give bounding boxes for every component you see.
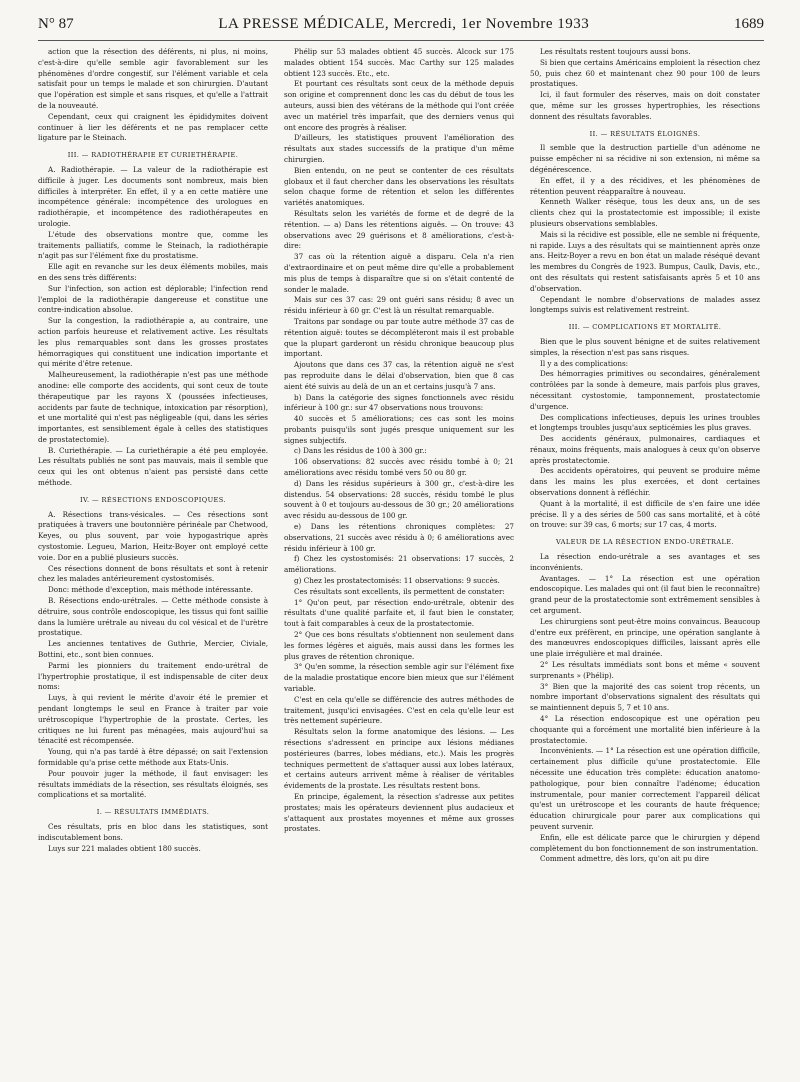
- paragraph: Sur la congestion, la radiothérapie a, au contraire, une action parfois heureuse et relativement active. Les résultats les plus remarquables sont dans les grosses prostates hémorragiques qui constituent une indication importante et qui mérite d'être retenue.: [38, 316, 268, 369]
- paragraph: Sur l'infection, son action est déplorable; l'infection rend l'emploi de la radiothérapie dangereuse et constitue une contre-indication absolue.: [38, 283, 268, 315]
- paragraph: Quant à la mortalité, il est difficile de s'en faire une idée précise. Il y a des séries de 500 cas sans mortalité, et à côté on trouve: sur 39 cas, 6 morts; sur 17 cas, 4 morts.: [530, 498, 760, 530]
- text-columns: [38, 47, 764, 1077]
- paragraph: 4° La résection endoscopique est une opération peu choquante qui a forcément une mortalité bien inférieure à la prostatectomie.: [530, 714, 760, 745]
- paragraph: B. Curiethérapie. — La curiethérapie a été peu employée. Les résultats publiés ne sont pas mauvais, mais il semble que ceux qui les ont obtenus n'aient pas persisté dans cette méthode.: [38, 445, 268, 488]
- section-heading: IV. — RÉSECTIONS ENDOSCOPIQUES.: [80, 495, 226, 504]
- paragraph: f) Chez les cystostomisés: 21 observations: 17 succès, 2 améliorations.: [284, 554, 514, 575]
- paragraph: 2° Que ces bons résultats s'obtiennent non seulement dans les formes légères et aiguës, mais aussi dans les formes les plus graves de rétention chronique.: [284, 630, 514, 661]
- paragraph: En effet, il y a des récidives, et les phénomènes de rétention peuvent réapparaître à nouveau.: [530, 175, 760, 196]
- paragraph: e) Dans les rétentions chroniques complètes: 27 observations, 21 succès avec résidu à 0; 6 améliorations avec résidu inférieur à 100 gr.: [284, 522, 514, 553]
- paragraph: Phélip sur 53 malades obtient 45 succès. Alcock sur 175 malades obtient 154 succès. Mac Carthy sur 125 malades obtient 123 succès. Etc., etc.: [284, 47, 514, 78]
- paragraph: C'est en cela qu'elle se différencie des autres méthodes de traitement, jusqu'ici envisagées. C'est en cela qu'elle leur est très nettement supérieure.: [284, 694, 514, 726]
- paragraph: A. Radiothérapie. — La valeur de la radiothérapie est difficile à juger. Les documents sont nombreux, mais bien difficiles à interpréter. En effet, il y a en cette matière une incompétence générale: incompétence des urologues en radiothérapie, et incompétence des radiothérapeutes en urologie.: [38, 164, 268, 228]
- paragraph: 3° Bien que la majorité des cas soient trop récents, un nombre important d'observations signalent des résultats qui se maintiennent depuis 5, 7 et 10 ans.: [530, 681, 760, 713]
- paragraph: 37 cas où la rétention aiguë a disparu. Cela n'a rien d'extraordinaire et on peut même dire qu'elle a probablement mis plus de temps à disparaître que si on s'était contenté de sonder le malade.: [284, 252, 514, 294]
- paragraph: Mais sur ces 37 cas: 29 ont guéri sans résidu; 8 avec un résidu inférieur à 60 gr. C'est là un résultat remarquable.: [284, 295, 514, 316]
- paragraph: Ces résultats, pris en bloc dans les statistiques, sont indiscutablement bons.: [38, 821, 268, 842]
- paragraph: Il semble que la destruction partielle d'un adénome ne puisse empêcher ni sa récidive ni son extension, ni même sa dégénérescence.: [530, 143, 760, 174]
- paragraph: 2° Les résultats immédiats sont bons et même « souvent surprenants » (Phélip).: [530, 660, 760, 680]
- paragraph: Et pourtant ces résultats sont ceux de la méthode depuis son origine et comprennent donc les cas du début de tous les auteurs, aussi bien des vétérans de la méthode qui l'ont créée avec un matériel très imparfait, que des derniers venus qui ont encore des progrès à réaliser.: [284, 79, 514, 132]
- paragraph: Malheureusement, la radiothérapie n'est pas une méthode anodine: elle comporte des accidents, qui sont ceux de toute thérapeutique par les rayons X (poussées infectieuses, accidents par faute de technique, intoxication par résorption), et une mortalité qui n'est pas négligeable (qui, dans les séries importantes, est sensiblement égale à celles des statistiques de prostatectomie).: [38, 370, 268, 444]
- issue-number: N° 87: [38, 16, 74, 32]
- section-heading: VALEUR DE LA RÉSECTION ENDO-URÉTRALE.: [555, 538, 735, 547]
- paragraph: Mais si la récidive est possible, elle ne semble ni fréquente, ni rapide. Luys a des résultats qui se maintiennent après onze ans. Heitz-Boyer a revu en bon état un malade réséqué devant les membres du Congrès de 1923. Bumpus, Caulk, Davis, etc., ont des résultats qui restent satisfaisants après 5 et 10 ans d'observation.: [530, 229, 760, 293]
- paragraph: Traitons par sondage ou par toute autre méthode 37 cas de rétention aiguë: toutes se décompléteront mais il est probable que la plupart garderont un résidu chronique beaucoup plus important.: [284, 316, 514, 359]
- paragraph: Cependant le nombre d'observations de malades assez longtemps suivis est relativement restreint.: [530, 294, 760, 315]
- paragraph: 1° Qu'on peut, par résection endo-urétrale, obtenir des résultats d'une qualité parfaite et, il faut bien le constater, tout à fait comparables à ceux de la prostatectomie.: [284, 597, 514, 629]
- paragraph: Résultats selon la forme anatomique des lésions. — Les résections s'adressent en principe aux lésions médianes postérieures (barres, lobes médians, etc.). Mais les progrès techniques permettent de s'attaquer aussi aux lobes latéraux, et certains auteurs arrivent même à réaliser de véritables évidements de la prostate. Les résultats restent bons.: [284, 727, 514, 791]
- paragraph: Ces résections donnent de bons résultats et sont à retenir chez les malades antérieurement cystostomisés.: [38, 563, 268, 584]
- paragraph: Résultats selon les variétés de forme et de degré de la rétention. — a) Dans les rétentions aiguës. — On trouve: 43 observations avec 29 guérisons et 8 améliorations, c'est-à-dire:: [284, 208, 514, 251]
- paragraph: c) Dans les résidus de 100 à 300 gr.:: [294, 446, 427, 456]
- paragraph: Il y a des complications:: [540, 358, 629, 368]
- column-right: [530, 47, 760, 1077]
- paragraph: Ici, il faut formuler des réserves, mais on doit constater que, même sur les grosses hypertrophies, les résections donnent des résultats favorables.: [530, 90, 760, 121]
- paragraph: Inconvénients. — 1° La résection est une opération difficile, certainement plus difficile qu'une prostatectomie. Elle nécessite une éducation très complète: éducation anatomo-pathologique, pour bien connaître l'adénome; éducation instrumentale, pour manier correctement l'appareil délicat qu'est un urétroscope et les courants de haute fréquence; éducation chirurgicale pour parer aux complications qui peuvent survenir.: [530, 746, 760, 831]
- paragraph: B. Résections endo-urétrales. — Cette méthode consiste à détruire, sous contrôle endoscopique, les tissus qui font saillie dans la lumière urétrale au niveau du col vésical et de l'urètre prostatique.: [38, 596, 268, 638]
- section-heading: I. — RÉSULTATS IMMÉDIATS.: [96, 808, 210, 817]
- paragraph: D'ailleurs, les statistiques prouvent l'amélioration des résultats aux stades successifs de la pratique d'un même chirurgien.: [284, 133, 514, 164]
- column-middle: [284, 47, 514, 1077]
- paragraph: Des accidents généraux, pulmonaires, cardiaques et rénaux, moins fréquents, mais analogues à ceux qu'on observe après prostatectomie.: [530, 434, 760, 465]
- paragraph: Des hémorragies primitives ou secondaires, généralement contrôlées par la sonde à demeure, mais parfois plus graves, nécessitant cystostomie, tamponnement, prostatectomie d'urgence.: [530, 369, 760, 411]
- paragraph: Les chirurgiens sont peut-être moins convaincus. Beaucoup d'entre eux préfèrent, en principe, une opération sanglante à des manœuvres endoscopiques difficiles, laissant après elle une plaie irrégulière et mal drainée.: [530, 616, 760, 659]
- paragraph: Pour pouvoir juger la méthode, il faut envisager: les résultats immédiats de la résection, ses résultats éloignés, ses complications et sa mortalité.: [38, 768, 268, 800]
- paragraph: Cependant, ceux qui craignent les épididymites doivent continuer à lier les déférents et ne pas remplacer cette ligature par le Steinach.: [38, 111, 268, 143]
- paragraph: Luys, à qui revient le mérite d'avoir été le premier et pendant longtemps le seul en France à traiter par voie urétroscopique l'hypertrophie de la prostate. Certes, les critiques ne lui furent pas ménagées, mais aujourd'hui sa ténacité est récompensée.: [38, 693, 268, 746]
- paragraph: g) Chez les prostatectomisés: 11 observations: 9 succès.: [294, 576, 500, 586]
- paragraph: Elle agit en revanche sur les deux éléments mobiles, mais en des sens très différents:: [38, 262, 268, 282]
- page-header: [38, 16, 764, 41]
- paragraph: A. Résections trans-vésicales. — Ces résections sont pratiquées à travers une boutonnière périnéale par Chetwood, Keyes, ou plus souvent, par voie hypogastrique après cystostomie. Legueu, Marion, Heitz-Boyer ont employé cette voie. Dor en a publié plusieurs succès.: [38, 509, 268, 562]
- paragraph: L'étude des observations montre que, comme les traitements palliatifs, comme le Steinach, la radiothérapie n'agit pas sur l'élément fixe du prostatisme.: [38, 229, 268, 261]
- paragraph: 106 observations: 82 succès avec résidu tombé à 0; 21 améliorations avec résidu tombé vers 50 ou 80 gr.: [284, 457, 514, 478]
- paragraph: Des accidents opératoires, qui peuvent se produire même dans les mains les plus exercées, et dont certaines observations donnent à réfléchir.: [530, 466, 760, 498]
- paragraph: En principe, également, la résection s'adresse aux petites prostates; mais les opérateurs deviennent plus audacieux et s'attaquent aux prostates moyennes et même aux grosses prostates.: [284, 791, 514, 834]
- paragraph: Bien que le plus souvent bénigne et de suites relativement simples, la résection n'est pas sans risques.: [530, 336, 760, 357]
- paragraph: Enfin, elle est délicate parce que le chirurgien y dépend complètement du bon fonctionnement de son instrumentation.: [530, 832, 760, 853]
- section-heading: III. — COMPLICATIONS ET MORTALITÉ.: [568, 323, 722, 332]
- paragraph: Young, qui n'a pas tardé à être dépassé; on sait l'extension formidable qu'a prise cette méthode aux Etats-Unis.: [38, 747, 268, 767]
- paragraph: La résection endo-urétrale a ses avantages et ses inconvénients.: [530, 552, 760, 572]
- paragraph: b) Dans la catégorie des signes fonctionnels avec résidu inférieur à 100 gr.: sur 47 observations nous trouvons:: [284, 392, 514, 413]
- paragraph: d) Dans les résidus supérieurs à 300 gr., c'est-à-dire les distendus. 54 observations: 28 succès, résidu tombé le plus souvent à 0 et toujours au-dessous de 30 gr.; 20 améliorations avec résidu au-dessous de 100 gr.: [284, 478, 514, 521]
- paragraph: 3° Qu'en somme, la résection semble agir sur l'élément fixe de la maladie prostatique encore bien mieux que sur l'élément variable.: [284, 662, 514, 694]
- paragraph: action que la résection des déférents, ni plus, ni moins, c'est-à-dire qu'elle semble agir favorablement sur les phénomènes d'ordre congestif, sur l'élément variable et cela satisfait pour un temps le malade et son chirurgien. D'autant que l'opération est simple et sans risques, et qu'elle a l'attrait de la nouveauté.: [38, 47, 268, 110]
- paragraph: Les résultats restent toujours aussi bons.: [540, 47, 691, 56]
- section-heading: II. — RÉSULTATS ÉLOIGNÉS.: [589, 129, 701, 138]
- paragraph: Donc: méthode d'exception, mais méthode intéressante.: [48, 585, 253, 595]
- paragraph: Des complications infectieuses, depuis les urines troubles et longtemps troubles jusqu'aux septicémies les plus graves.: [530, 412, 760, 433]
- column-left: [38, 47, 268, 1077]
- paragraph: Si bien que certains Américains emploient la résection chez 50, puis chez 60 et maintenant chez 90 pour 100 de leurs prostatiques.: [530, 57, 760, 89]
- paragraph: Avantages. — 1° La résection est une opération endoscopique. Les malades qui ont (il faut bien le reconnaître) grand peur de la prostatectomie sont extrêmement sensibles à cet argument.: [530, 573, 760, 616]
- paragraph: Kenneth Walker résèque, tous les deux ans, un de ses clients chez qui la prostatectomie est impossible; il existe plusieurs observations semblables.: [530, 197, 760, 228]
- paragraph: Bien entendu, on ne peut se contenter de ces résultats globaux et il faut chercher dans les observations les résultats selon chaque forme de rétention et selon les différentes variétés anatomiques.: [284, 165, 514, 208]
- journal-title: LA PRESSE MÉDICALE, Mercredi, 1er Novembre 1933: [218, 16, 590, 32]
- paragraph: Ces résultats sont excellents, ils permettent de constater:: [294, 586, 505, 596]
- paragraph: Comment admettre, dès lors, qu'on ait pu dire: [540, 854, 709, 864]
- paragraph: Ajoutons que dans ces 37 cas, la rétention aiguë ne s'est pas reproduite dans le délai d'observation, bien que 8 cas aient été suivis au delà de un an et certains jusqu'à 7 ans.: [284, 360, 514, 391]
- section-heading: III. — RADIOTHÉRAPIE ET CURIETHÉRAPIE.: [67, 151, 239, 160]
- paragraph: Les anciennes tentatives de Guthrie, Mercier, Civiale, Bottini, etc., sont bien connues.: [38, 639, 268, 660]
- page-number: 1689: [733, 16, 764, 32]
- paragraph: Parmi les pionniers du traitement endo-urétral de l'hypertrophie prostatique, il est indispensable de citer deux noms:: [38, 660, 268, 692]
- paragraph: Luys sur 221 malades obtient 180 succès.: [48, 843, 201, 853]
- paragraph: 40 succès et 5 améliorations; ces cas sont les moins probants puisqu'ils sont jugés presque uniquement sur les signes subjectifs.: [284, 414, 514, 445]
